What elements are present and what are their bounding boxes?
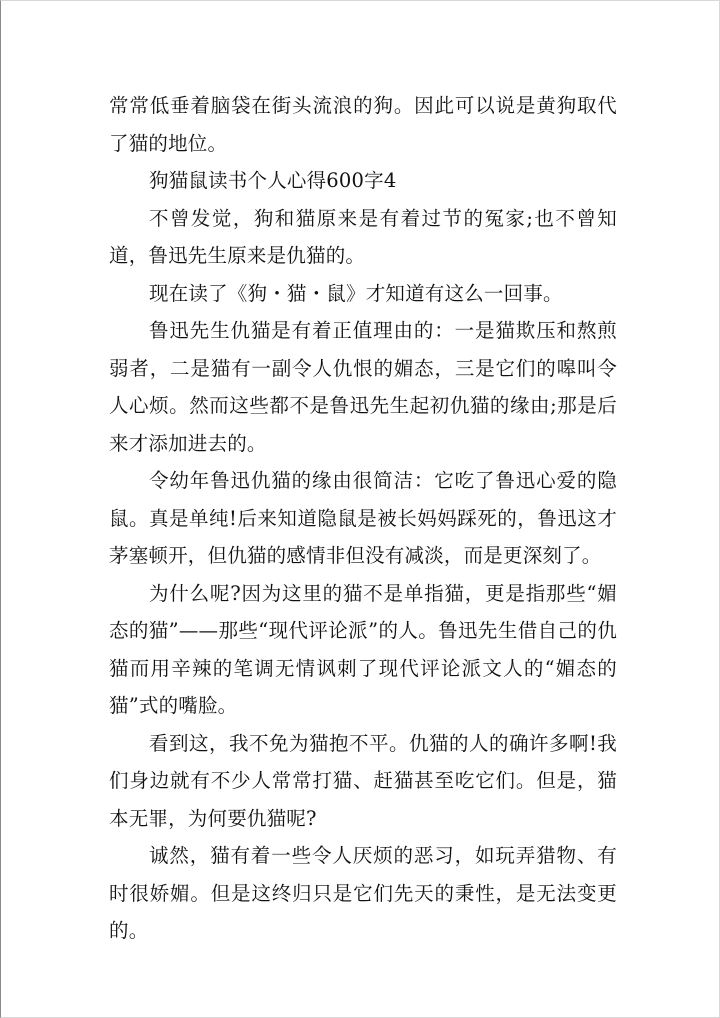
paragraph: 诚然，猫有着一些令人厌烦的恶习，如玩弄猎物、有时很娇媚。但是这终归只是它们先天的秉性，是无法变更的。: [109, 844, 617, 942]
paragraph: 不曾发觉，狗和猫原来是有着过节的冤家;也不曾知道，鲁迅先生原来是仇猫的。: [109, 206, 617, 267]
document-body: [109, 87, 617, 950]
section-heading: 狗猫鼠读书个人心得600字4: [149, 169, 397, 192]
paragraph: 为什么呢?因为这里的猫不是单指猫，更是指那些“媚态的猫”——那些“现代评论派”的人。鲁迅先生借自己的仇猫而用辛辣的笔调无情讽刺了现代评论派文人的“媚态的猫”式的嘴脸。: [109, 581, 617, 717]
paragraph-continued: 常常低垂着脑袋在街头流浪的狗。因此可以说是黄狗取代了猫的地位。: [109, 94, 617, 155]
paragraph: 现在读了《狗・猫・鼠》才知道有这么一回事。: [149, 281, 563, 305]
paragraph: 鲁迅先生仇猫是有着正值理由的：一是猫欺压和熬煎弱者，二是猫有一副令人仇恨的媚态，三是它们的嗥叫令人心烦。然而这些都不是鲁迅先生起初仇猫的缘由;那是后来才添加进去的。: [109, 319, 617, 455]
paragraph: 令幼年鲁迅仇猫的缘由很简洁：它吃了鲁迅心爱的隐鼠。真是单纯!后来知道隐鼠是被长妈妈踩死的，鲁迅这才茅塞顿开，但仇猫的感情非但没有减淡，而是更深刻了。: [109, 469, 617, 567]
paragraph: 看到这，我不免为猫抱不平。仇猫的人的确许多啊!我们身边就有不少人常常打猫、赶猫甚至吃它们。但是，猫本无罪，为何要仇猫呢?: [109, 731, 617, 830]
